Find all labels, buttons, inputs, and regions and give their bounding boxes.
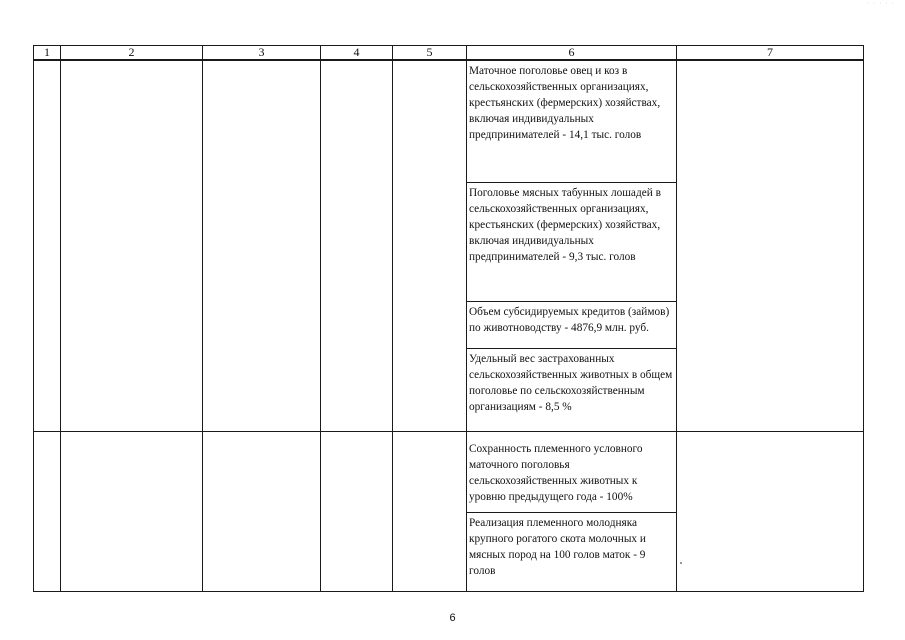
column-header-7: 7: [677, 46, 864, 61]
cell-col3: [203, 60, 321, 432]
indicator-text: Реализация племенного молодняка крупного рогатого скота молочных и мясных пород на 100 голов маток - 9 голов: [469, 517, 646, 577]
cell-col1: [34, 60, 61, 432]
cell-col2: [61, 60, 203, 432]
indicator-text: Сохранность племенного условного маточного поголовья сельскохозяйственных животных к уровню предыдущего года - 100%: [469, 443, 643, 503]
page-number: 6: [449, 612, 456, 624]
cell-col4: [321, 60, 393, 432]
column-header-5: 5: [393, 46, 467, 61]
scan-speck: [680, 562, 682, 564]
column-header-1: 1: [34, 46, 61, 61]
cell-col4: [321, 432, 393, 592]
column-header-4: 4: [321, 46, 393, 61]
cell-col7: [677, 432, 864, 592]
column-header-6: 6: [467, 46, 677, 61]
scan-mark: · · · · ·: [866, 0, 895, 7]
indicator-text: Удельный вес застрахованных сельскохозяйственных животных в общем поголовье по сельскохозяйственным организациям - 8,5 %: [469, 353, 673, 413]
cell-col2: [61, 432, 203, 592]
indicator-cell: [467, 432, 677, 513]
column-header-3: 3: [203, 46, 321, 61]
indicators-table: [33, 45, 864, 592]
column-header-2: 2: [61, 46, 203, 61]
cell-col5: [393, 60, 467, 432]
indicator-text: Поголовье мясных табунных лошадей в сельскохозяйственных организациях, крестьянских (фермерских) хозяйствах, включая индивидуальных предпринимателей - 9,3 тыс. голов: [469, 187, 661, 263]
indicator-text: Объем субсидируемых кредитов (займов) по животноводству - 4876,9 млн. руб.: [469, 306, 670, 334]
indicator-cell: [467, 513, 677, 592]
cell-col5: [393, 432, 467, 592]
indicator-cell: [467, 349, 677, 432]
cell-col7: [677, 60, 864, 432]
indicator-cell: [467, 183, 677, 302]
column-number-row: [34, 46, 864, 61]
cell-col1: [34, 432, 61, 592]
indicator-cell: [467, 302, 677, 349]
table-row: [34, 432, 864, 513]
table-row: [34, 60, 864, 183]
cell-col3: [203, 432, 321, 592]
indicator-cell: [467, 60, 677, 183]
indicator-text: Маточное поголовье овец и коз в сельскохозяйственных организациях, крестьянских (фермерских) хозяйствах, включая индивидуальных предпринимателей - 14,1 тыс. голов: [469, 65, 661, 141]
